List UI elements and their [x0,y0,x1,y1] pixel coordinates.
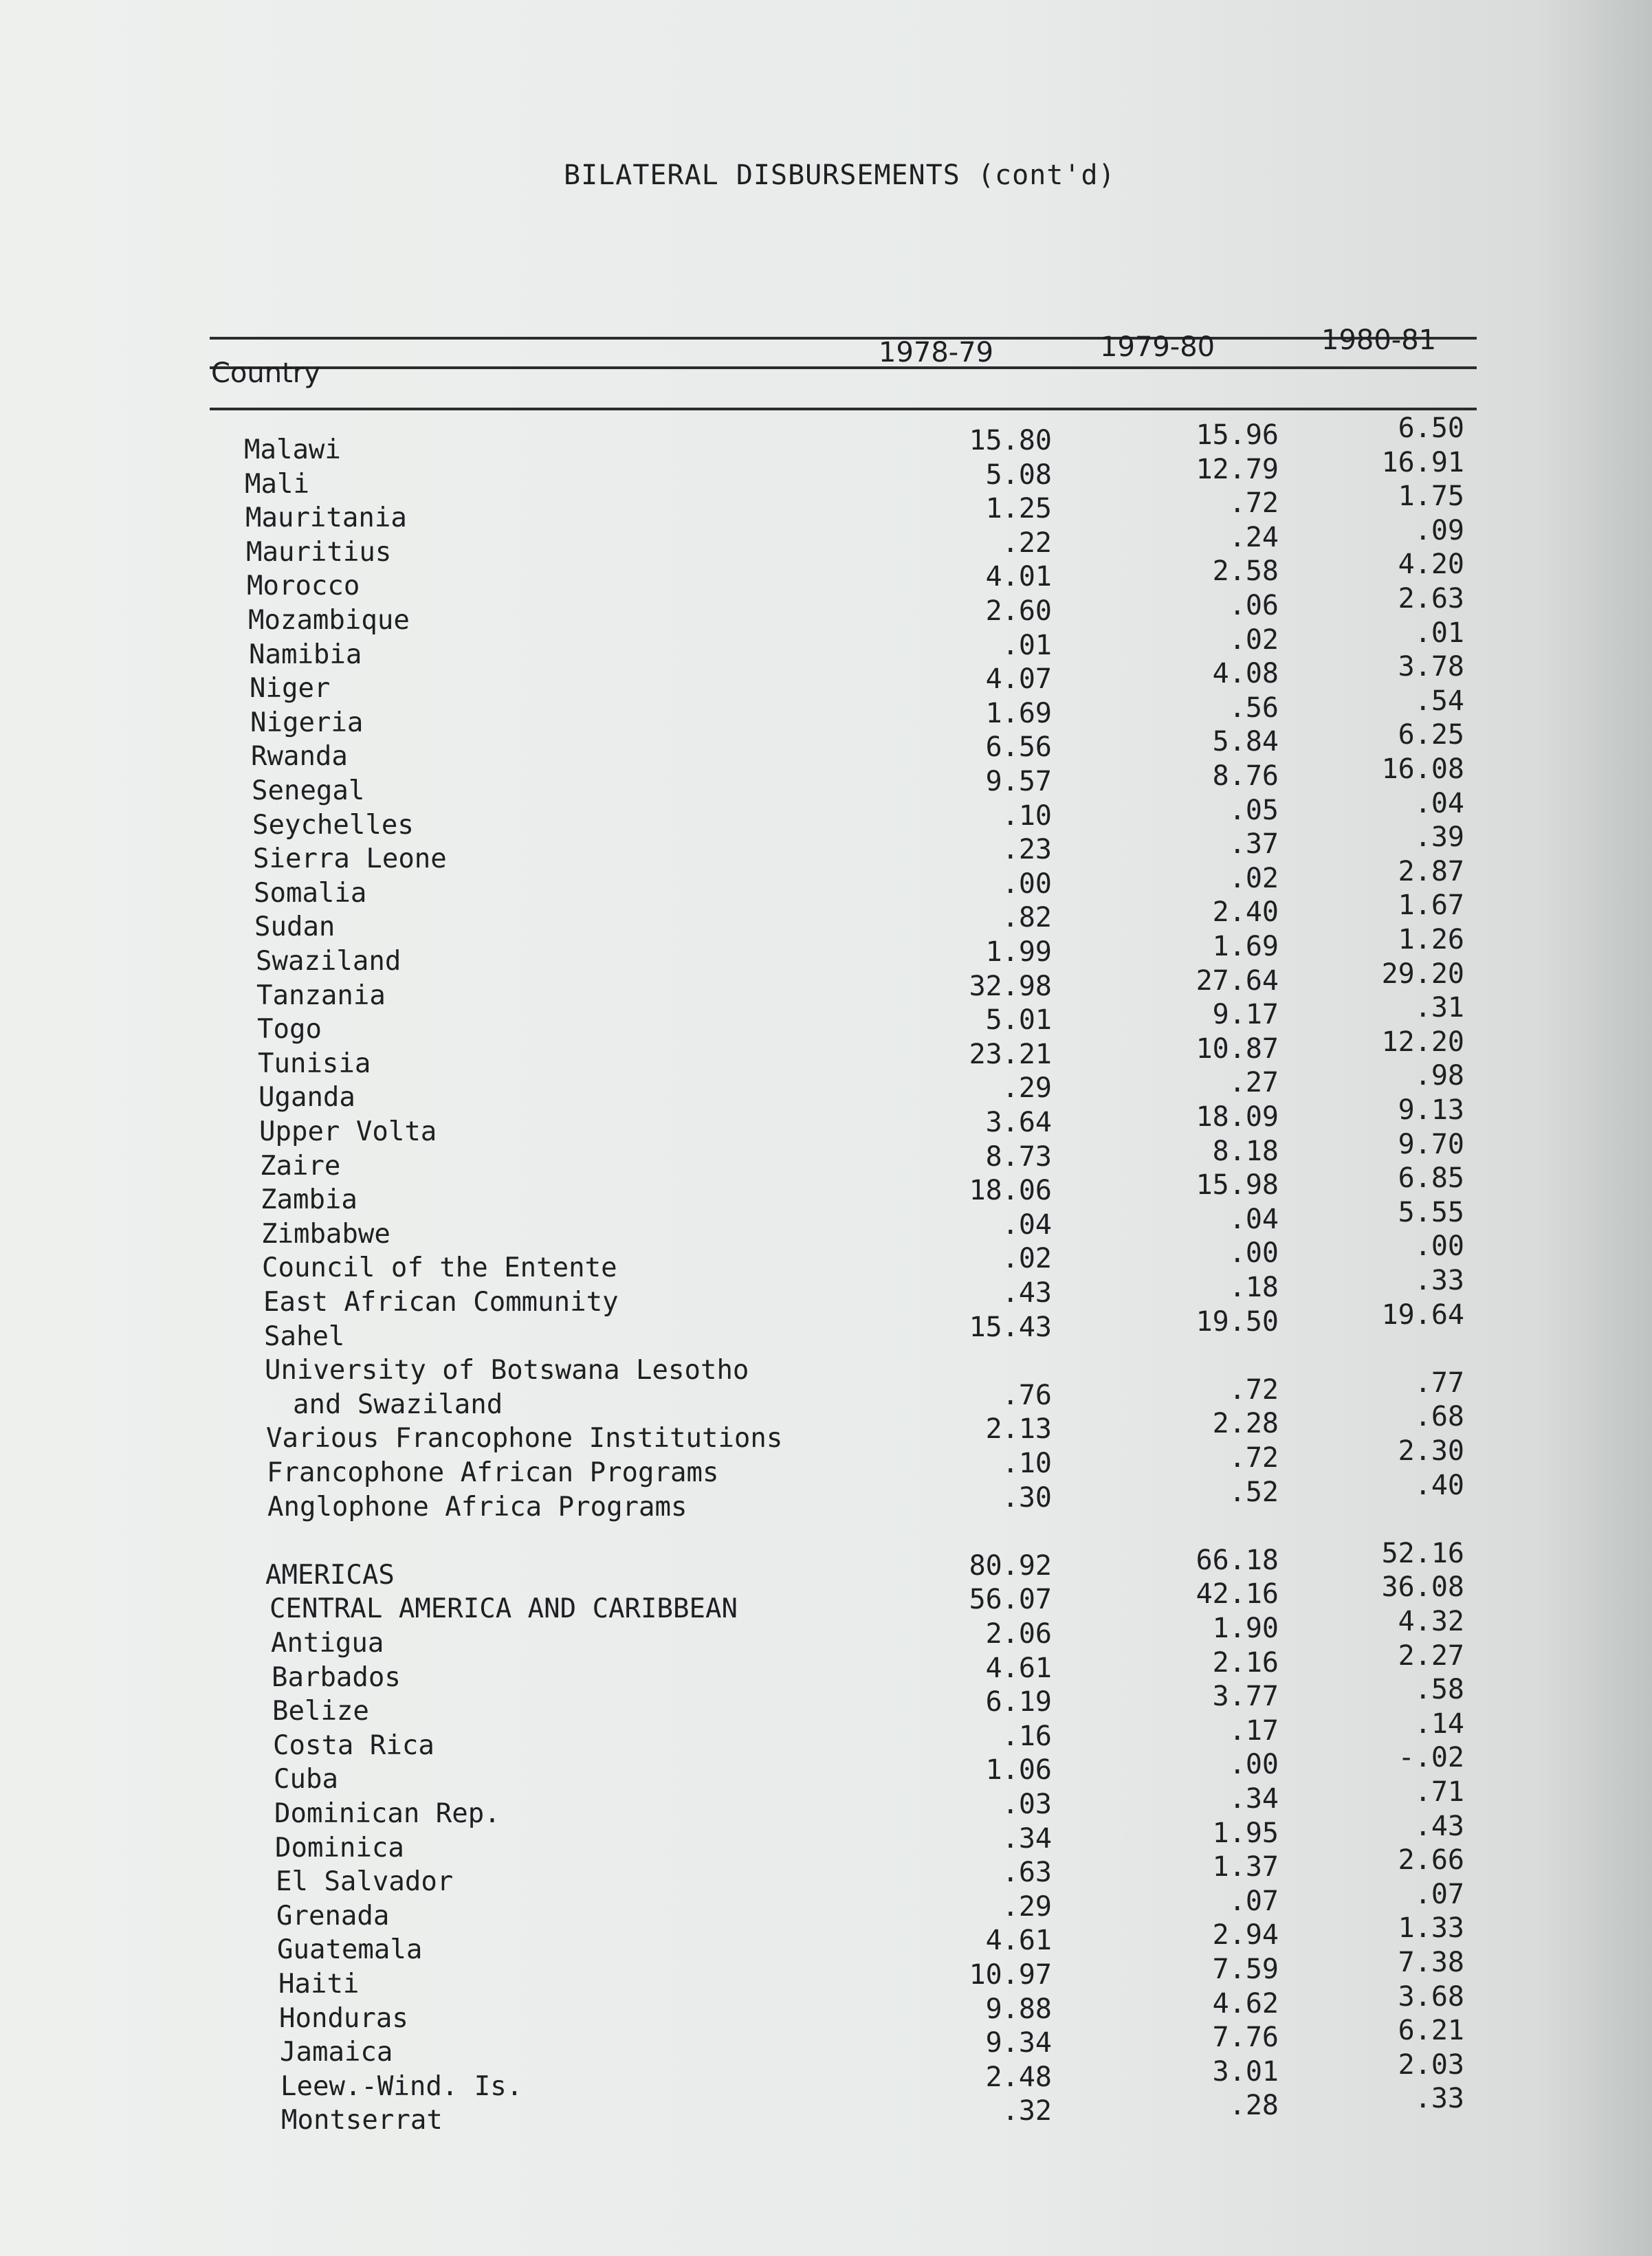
value-1979-80: .56 [1229,692,1279,724]
value-1980-81: 16.08 [1381,753,1464,785]
value-1978-79: .63 [1002,1857,1052,1888]
value-1979-80: .18 [1229,1272,1279,1303]
country-label: Malawi [244,434,341,465]
value-1978-79: .16 [1002,1721,1052,1752]
value-1979-80: .72 [1229,1442,1279,1474]
column-header-1980-81: 1980-81 [1321,324,1437,356]
value-1980-81: 4.20 [1398,549,1464,580]
value-1979-80: 18.09 [1196,1101,1279,1133]
country-label: Rwanda [251,741,348,772]
country-label: Anglophone Africa Programs [267,1492,687,1523]
value-1978-79: 1.06 [985,1754,1052,1786]
value-1980-81: .98 [1414,1060,1464,1092]
value-1978-79: 9.57 [985,766,1052,797]
value-1978-79: .29 [1002,1072,1052,1104]
value-1979-80: 9.17 [1212,999,1279,1030]
country-label: Barbados [272,1662,401,1693]
value-1980-81: .77 [1414,1367,1464,1399]
value-1978-79: 4.01 [985,561,1052,593]
value-1978-79: 2.48 [985,2061,1052,2093]
value-1978-79: 4.61 [985,1652,1052,1684]
value-1978-79: .04 [1002,1209,1052,1241]
country-label: Jamaica [280,2037,393,2068]
value-1978-79: 1.99 [985,936,1052,968]
value-1978-79: 9.88 [985,1993,1052,2025]
value-1979-80: 2.16 [1212,1647,1279,1679]
value-1978-79: .02 [1002,1243,1052,1274]
value-1980-81: 2.66 [1398,1844,1464,1876]
value-1979-80: 4.62 [1212,1988,1279,2020]
country-label: Seychelles [252,810,414,841]
country-label: Sierra Leone [253,843,447,874]
country-label: Mauritius [246,537,392,568]
value-1979-80: 2.28 [1212,1408,1279,1439]
value-1979-80: 2.58 [1212,555,1279,587]
value-1980-81: 29.20 [1381,958,1464,990]
country-label: and Swaziland [293,1389,503,1420]
value-1978-79: .82 [1002,902,1052,933]
country-label: Council of the Entente [262,1252,617,1283]
country-label: Guatemala [277,1934,423,1965]
country-label: Zimbabwe [261,1219,390,1250]
page-title: BILATERAL DISBURSEMENTS (cont'd) [564,159,1116,191]
value-1980-81: -.02 [1398,1742,1464,1773]
value-1978-79: .00 [1002,868,1052,900]
value-1980-81: 5.55 [1398,1197,1464,1228]
value-1980-81: 3.78 [1398,651,1464,683]
value-1980-81: 2.03 [1398,2049,1464,2081]
value-1979-80: .04 [1229,1204,1279,1235]
value-1979-80: .00 [1229,1749,1279,1780]
country-label: Montserrat [281,2105,443,2136]
value-1980-81: .14 [1414,1708,1464,1740]
value-1980-81: 1.33 [1398,1912,1464,1944]
value-1978-79: 15.43 [969,1312,1052,1343]
value-1978-79: 2.13 [985,1413,1052,1445]
value-1980-81: 3.68 [1398,1981,1464,2013]
value-1978-79: 9.34 [985,2027,1052,2059]
value-1980-81: .40 [1414,1470,1464,1501]
country-label: Namibia [249,639,362,670]
value-1978-79: 6.19 [985,1686,1052,1718]
column-header-1978-79: 1978-79 [879,337,994,368]
value-1979-80: 1.69 [1212,931,1279,962]
value-1980-81: 19.64 [1381,1299,1464,1331]
value-1978-79: 15.80 [969,425,1052,456]
country-label: Sahel [264,1321,345,1352]
country-label: Honduras [279,2003,408,2034]
value-1979-80: .00 [1229,1237,1279,1269]
value-1980-81: .68 [1414,1401,1464,1433]
country-label: Various Francophone Institutions [266,1423,783,1454]
value-1980-81: 2.27 [1398,1640,1464,1672]
value-1980-81: 36.08 [1381,1571,1464,1603]
value-1978-79: 32.98 [969,971,1052,1002]
value-1980-81: .04 [1414,788,1464,819]
value-1978-79: 56.07 [969,1584,1052,1615]
value-1979-80: .06 [1229,590,1279,621]
value-1980-81: 1.75 [1398,480,1464,512]
country-label: Antigua [271,1628,384,1659]
value-1978-79: .03 [1002,1789,1052,1820]
country-label: Haiti [278,1969,360,2000]
value-1980-81: 9.70 [1398,1129,1464,1160]
value-1979-80: 15.96 [1196,419,1279,451]
country-label: Belize [272,1696,369,1727]
value-1978-79: .29 [1002,1891,1052,1923]
value-1979-80: 3.01 [1212,2056,1279,2088]
value-1978-79: .10 [1002,1448,1052,1479]
value-1980-81: 6.21 [1398,2015,1464,2046]
value-1978-79: 6.56 [985,731,1052,763]
value-1979-80: 15.98 [1196,1169,1279,1201]
value-1979-80: 1.90 [1212,1613,1279,1644]
value-1980-81: .58 [1414,1674,1464,1705]
value-1980-81: 6.50 [1398,412,1464,444]
column-header-country: Country [211,357,320,389]
value-1980-81: 6.85 [1398,1162,1464,1194]
value-1978-79: .76 [1002,1380,1052,1411]
value-1980-81: 4.32 [1398,1606,1464,1637]
value-1980-81: 9.13 [1398,1094,1464,1126]
value-1980-81: .01 [1414,617,1464,649]
value-1978-79: 3.64 [985,1107,1052,1138]
country-label: Uganda [258,1082,355,1113]
value-1979-80: 4.08 [1212,658,1279,689]
value-1979-80: .72 [1229,1374,1279,1406]
value-1979-80: 66.18 [1196,1545,1279,1576]
value-1978-79: .30 [1002,1482,1052,1514]
country-label: Niger [250,673,331,704]
value-1980-81: 6.25 [1398,719,1464,751]
value-1979-80: 42.16 [1196,1578,1279,1610]
value-1978-79: 5.01 [985,1004,1052,1036]
value-1979-80: 27.64 [1196,965,1279,997]
value-1979-80: .24 [1229,522,1279,553]
column-header-1979-80: 1979-80 [1100,331,1215,363]
country-label: Tunisia [258,1048,371,1079]
country-label: Sudan [254,911,335,942]
country-label: East African Community [263,1287,619,1318]
country-label: Cuba [274,1764,338,1795]
value-1980-81: 52.16 [1381,1538,1464,1569]
value-1979-80: .37 [1229,828,1279,860]
value-1978-79: .34 [1002,1823,1052,1855]
value-1978-79: 18.06 [969,1175,1052,1206]
country-label: Senegal [252,775,365,806]
value-1978-79: .01 [1002,630,1052,661]
value-1978-79: .23 [1002,834,1052,865]
value-1980-81: 12.20 [1381,1026,1464,1058]
value-1980-81: 2.63 [1398,583,1464,615]
country-label: AMERICAS [265,1560,395,1591]
value-1979-80: 7.59 [1212,1954,1279,1985]
value-1980-81: 16.91 [1381,447,1464,478]
value-1978-79: 1.25 [985,493,1052,524]
country-label: Francophone African Programs [267,1457,719,1488]
country-label: Mozambique [248,605,410,636]
country-label: Nigeria [250,707,364,738]
value-1979-80: .27 [1229,1067,1279,1098]
value-1979-80: 7.76 [1212,2022,1279,2053]
value-1979-80: 1.95 [1212,1817,1279,1849]
value-1978-79: .43 [1002,1277,1052,1309]
country-label: CENTRAL AMERICA AND CARIBBEAN [269,1593,738,1624]
value-1978-79: 23.21 [969,1039,1052,1070]
country-label: Grenada [276,1901,390,1932]
header-mid-rule [210,366,1477,369]
country-label: Somalia [254,878,367,909]
value-1979-80: 1.37 [1212,1851,1279,1883]
value-1980-81: .54 [1414,685,1464,717]
value-1979-80: .07 [1229,1885,1279,1917]
country-label: University of Botswana Lesotho [265,1355,749,1386]
country-label: Dominican Rep. [274,1798,500,1829]
value-1980-81: .33 [1414,1265,1464,1296]
value-1979-80: .34 [1229,1783,1279,1815]
value-1979-80: 12.79 [1196,454,1279,485]
value-1978-79: 1.69 [985,698,1052,729]
country-label: Morocco [247,571,360,601]
header-bottom-rule [210,408,1477,410]
country-label: Tanzania [256,980,386,1011]
country-label: Costa Rica [273,1730,434,1761]
value-1980-81: 1.67 [1398,889,1464,921]
value-1979-80: 8.76 [1212,760,1279,792]
value-1979-80: .02 [1229,624,1279,656]
value-1980-81: .00 [1414,1230,1464,1262]
value-1978-79: 4.61 [985,1925,1052,1956]
country-label: Upper Volta [259,1116,437,1147]
value-1978-79: .22 [1002,527,1052,559]
value-1978-79: 4.07 [985,663,1052,695]
value-1980-81: .39 [1414,821,1464,853]
value-1980-81: .71 [1414,1776,1464,1808]
value-1979-80: 3.77 [1212,1681,1279,1712]
country-label: El Salvador [276,1866,454,1897]
country-label: Zaire [260,1151,341,1182]
value-1979-80: 5.84 [1212,726,1279,757]
value-1978-79: 2.06 [985,1618,1052,1650]
country-label: Swaziland [256,946,401,977]
value-1980-81: 1.26 [1398,924,1464,955]
value-1979-80: .28 [1229,2090,1279,2121]
value-1980-81: .07 [1414,1879,1464,1910]
value-1980-81: 2.87 [1398,856,1464,887]
value-1980-81: .33 [1414,2083,1464,2114]
value-1979-80: .02 [1229,863,1279,894]
value-1979-80: 8.18 [1212,1136,1279,1167]
country-label: Mauritania [245,502,407,533]
value-1978-79: 2.60 [985,595,1052,627]
value-1980-81: 2.30 [1398,1435,1464,1467]
country-label: Zambia [261,1184,357,1215]
value-1978-79: .10 [1002,800,1052,832]
header-top-rule [210,337,1477,340]
value-1978-79: 5.08 [985,459,1052,491]
value-1979-80: 2.94 [1212,1919,1279,1951]
value-1978-79: 10.97 [969,1959,1052,1991]
value-1979-80: .52 [1229,1477,1279,1508]
value-1978-79: 80.92 [969,1550,1052,1582]
value-1980-81: 7.38 [1398,1947,1464,1978]
value-1979-80: .05 [1229,795,1279,826]
value-1979-80: 19.50 [1196,1306,1279,1338]
value-1980-81: .09 [1414,515,1464,546]
country-label: Leew.-Wind. Is. [280,2071,523,2102]
value-1979-80: .72 [1229,487,1279,519]
value-1978-79: .32 [1002,2095,1052,2127]
country-label: Dominica [275,1833,404,1864]
value-1979-80: 10.87 [1196,1033,1279,1065]
value-1980-81: .43 [1414,1811,1464,1842]
country-label: Togo [257,1014,322,1045]
value-1979-80: .17 [1229,1715,1279,1747]
country-label: Mali [245,469,309,500]
value-1979-80: 2.40 [1212,896,1279,928]
value-1978-79: 8.73 [985,1141,1052,1173]
value-1980-81: .31 [1414,992,1464,1024]
